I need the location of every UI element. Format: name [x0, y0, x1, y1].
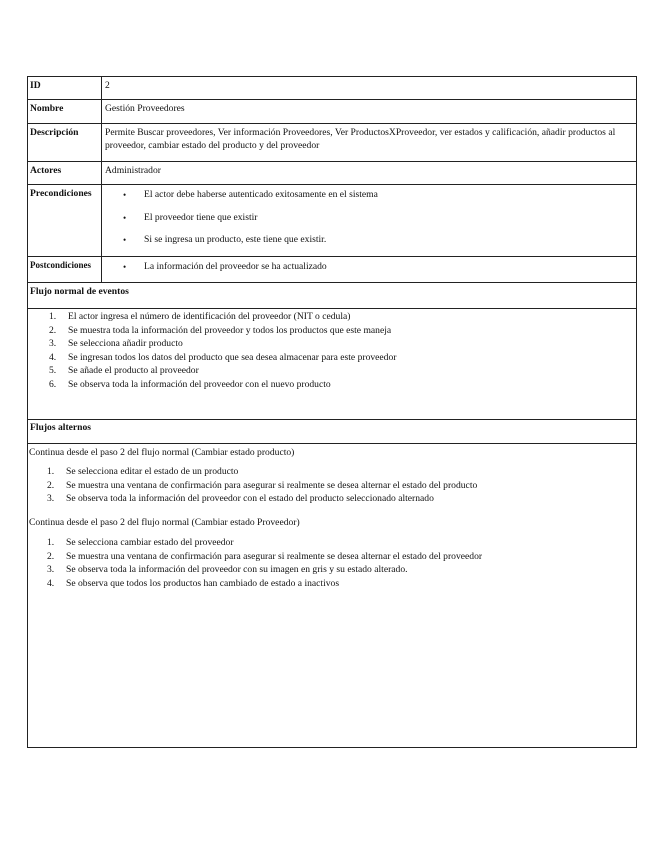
list-item: 1. El actor ingresa el número de identificación del proveedor (NIT o cedula)	[49, 311, 351, 322]
row-flujos-alternos-header	[28, 420, 636, 444]
list-item: • El proveedor tiene que existir	[105, 212, 633, 235]
list-item: 6. Se observa toda la información del proveedor con el nuevo producto	[49, 378, 331, 390]
row-postcondiciones	[28, 257, 636, 283]
alt2-list	[28, 537, 636, 591]
use-case-table	[27, 76, 637, 748]
flujo-normal-title: Flujo normal de eventos	[30, 286, 129, 297]
id-value: 2	[105, 80, 110, 91]
row-descripcion	[28, 124, 636, 162]
nombre-label: Nombre	[28, 100, 102, 123]
flujos-alternos-title: Flujos alternos	[30, 422, 92, 433]
actores-label: Actores	[28, 162, 102, 184]
precondiciones-list	[105, 189, 633, 257]
list-item: 2. Se muestra una ventana de confirmación para asegurar si realmente se desea alternar el estado del producto	[47, 479, 478, 491]
list-item: • El actor debe haberse autenticado exitosamente en el sistema	[105, 189, 633, 212]
list-item: • La información del proveedor se ha actualizado	[105, 261, 633, 284]
postcondiciones-list	[105, 261, 633, 284]
row-flujo-normal-steps	[28, 309, 636, 420]
descripcion-label: Descripción	[28, 124, 102, 161]
row-actores	[28, 162, 636, 185]
list-item: 3. Se observa toda la información del proveedor con el estado del producto seleccionado alternado	[47, 493, 434, 504]
list-item: 1. Se selecciona cambiar estado del proveedor	[47, 537, 234, 548]
row-nombre	[28, 100, 636, 124]
list-item: 3. Se selecciona añadir producto	[49, 338, 183, 349]
list-item: 5. Se añade el producto al proveedor	[49, 365, 199, 376]
list-item: 4. Se ingresan todos los datos del producto que sea desea almacenar para este proveedor	[49, 351, 397, 363]
list-item: 3. Se observa toda la información del proveedor con su imagen en gris y su estado alterado.	[47, 564, 408, 575]
descripcion-value: Permite Buscar proveedores, Ver información Proveedores, Ver ProductosXProveedor, ver estados y calificación, añadir productos al proveedor, cambiar estado del producto y del proveedor	[105, 127, 616, 151]
flujo-normal-steps	[28, 309, 636, 395]
row-flujo-normal-header	[28, 283, 636, 309]
id-label: ID	[28, 77, 102, 99]
list-item: 2. Se muestra una ventana de confirmación para asegurar si realmente se desea alternar el estado del proveedor	[47, 550, 483, 562]
alt2-intro: Continua desde el paso 2 del flujo normal (Cambiar estado Proveedor)	[29, 517, 300, 528]
flujo-normal-list	[30, 311, 634, 392]
alt1-intro: Continua desde el paso 2 del flujo normal (Cambiar estado producto)	[29, 447, 295, 458]
list-item: 4. Se observa que todos los productos han cambiado de estado a inactivos	[47, 577, 340, 589]
row-id	[28, 77, 636, 100]
alt1-list	[28, 466, 636, 507]
precondiciones-value	[102, 185, 636, 260]
list-item: • Si se ingresa un producto, este tiene que existir.	[105, 234, 633, 257]
precondiciones-label: Precondiciones	[28, 185, 102, 256]
row-precondiciones	[28, 185, 636, 257]
actores-value: Administrador	[105, 165, 161, 176]
nombre-value: Gestión Proveedores	[105, 103, 185, 114]
list-item: 2. Se muestra toda la información del proveedor y todos los productos que este maneja	[49, 324, 392, 336]
postcondiciones-label: Postcondiciones	[28, 257, 102, 282]
list-item: 1. Se selecciona editar el estado de un producto	[47, 466, 239, 477]
